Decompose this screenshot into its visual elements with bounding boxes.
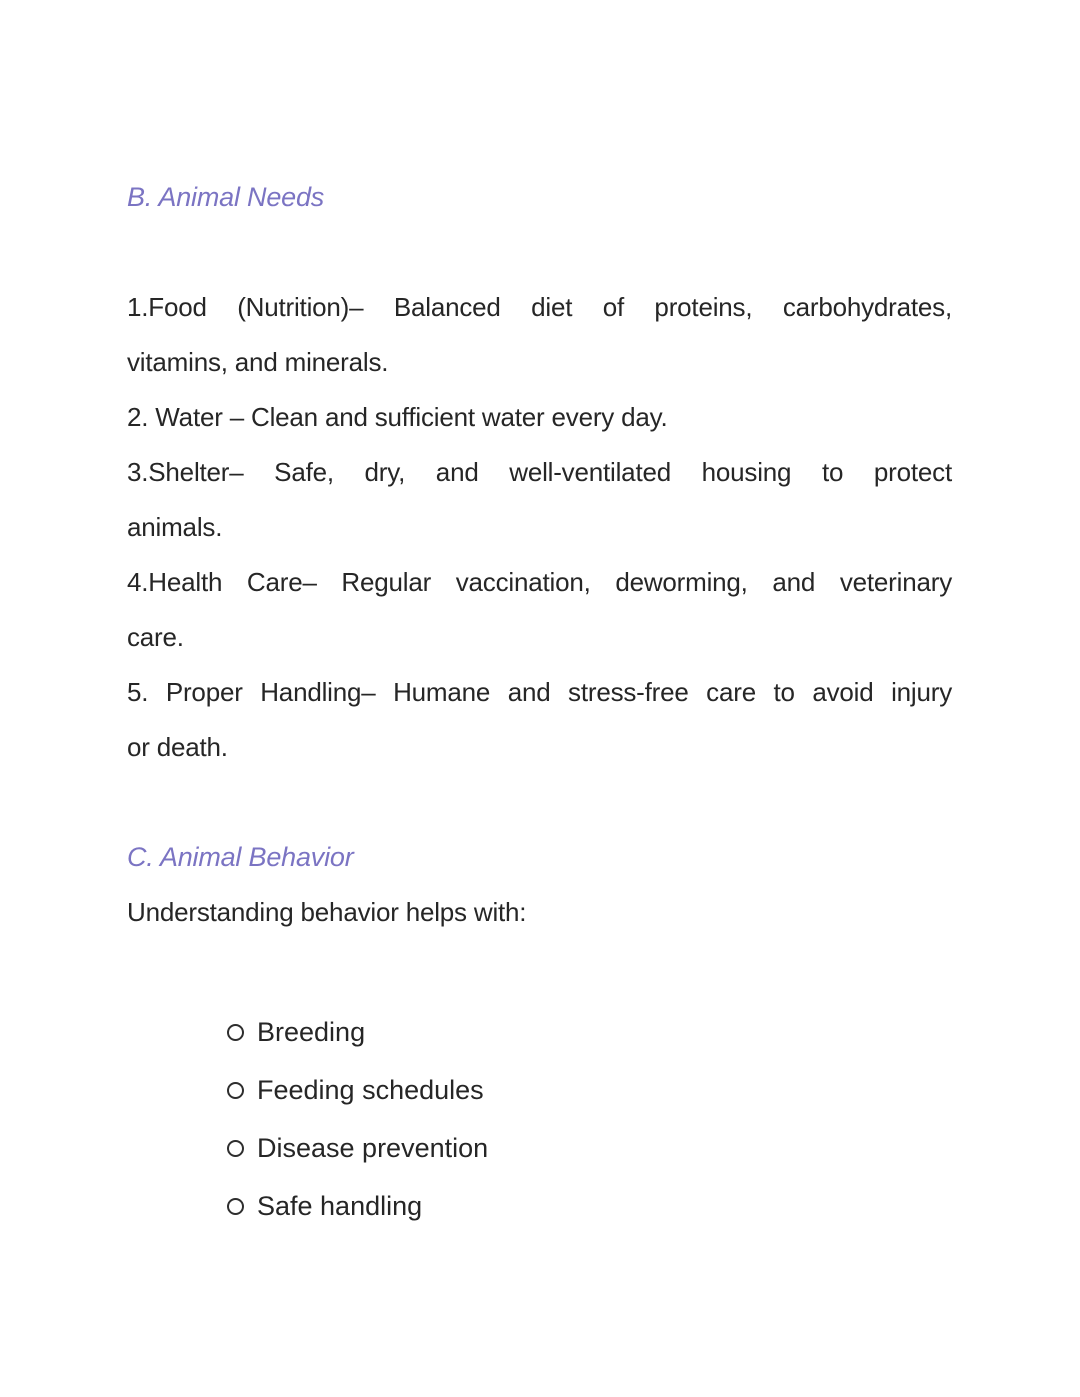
circle-bullet-icon — [227, 1140, 244, 1157]
list-item-4-line-1: 4.Health Care– Regular vaccination, deworming, and veterinary — [127, 567, 952, 597]
document-content — [127, 170, 952, 1235]
list-item-1-line-1: 1.Food (Nutrition)– Balanced diet of proteins, carbohydrates, — [127, 292, 952, 322]
blank-line — [127, 940, 952, 995]
bullet-label: Feeding schedules — [257, 1074, 484, 1105]
bullet-item — [127, 1119, 952, 1177]
bullet-item — [127, 1177, 952, 1235]
list-item-3-line-1: 3.Shelter– Safe, dry, and well-ventilated housing to protect — [127, 457, 952, 487]
bullet-list — [127, 1003, 952, 1235]
circle-bullet-icon — [227, 1198, 244, 1215]
circle-bullet-icon — [227, 1082, 244, 1099]
bullet-label: Safe handling — [257, 1190, 423, 1221]
list-item-5-line-1: 5. Proper Handling– Humane and stress-free care to avoid injury — [127, 677, 952, 707]
bullet-item — [127, 1003, 952, 1061]
bullet-label: Disease prevention — [257, 1132, 489, 1163]
circle-bullet-icon — [227, 1024, 244, 1041]
blank-line — [127, 775, 952, 830]
list-item-3-line-2: animals. — [127, 512, 223, 542]
section-b-heading: B. Animal Needs — [127, 182, 325, 212]
section-c-heading: C. Animal Behavior — [127, 842, 354, 872]
section-c-intro: Understanding behavior helps with: — [127, 897, 527, 927]
list-item-1-line-2: vitamins, and minerals. — [127, 347, 389, 377]
list-item-2-line-1: 2. Water – Clean and sufficient water every day. — [127, 402, 668, 432]
list-item-5-line-2: or death. — [127, 732, 228, 762]
list-item-4-line-2: care. — [127, 622, 184, 652]
blank-line — [127, 225, 952, 280]
bullet-label: Breeding — [257, 1016, 366, 1047]
bullet-item — [127, 1061, 952, 1119]
